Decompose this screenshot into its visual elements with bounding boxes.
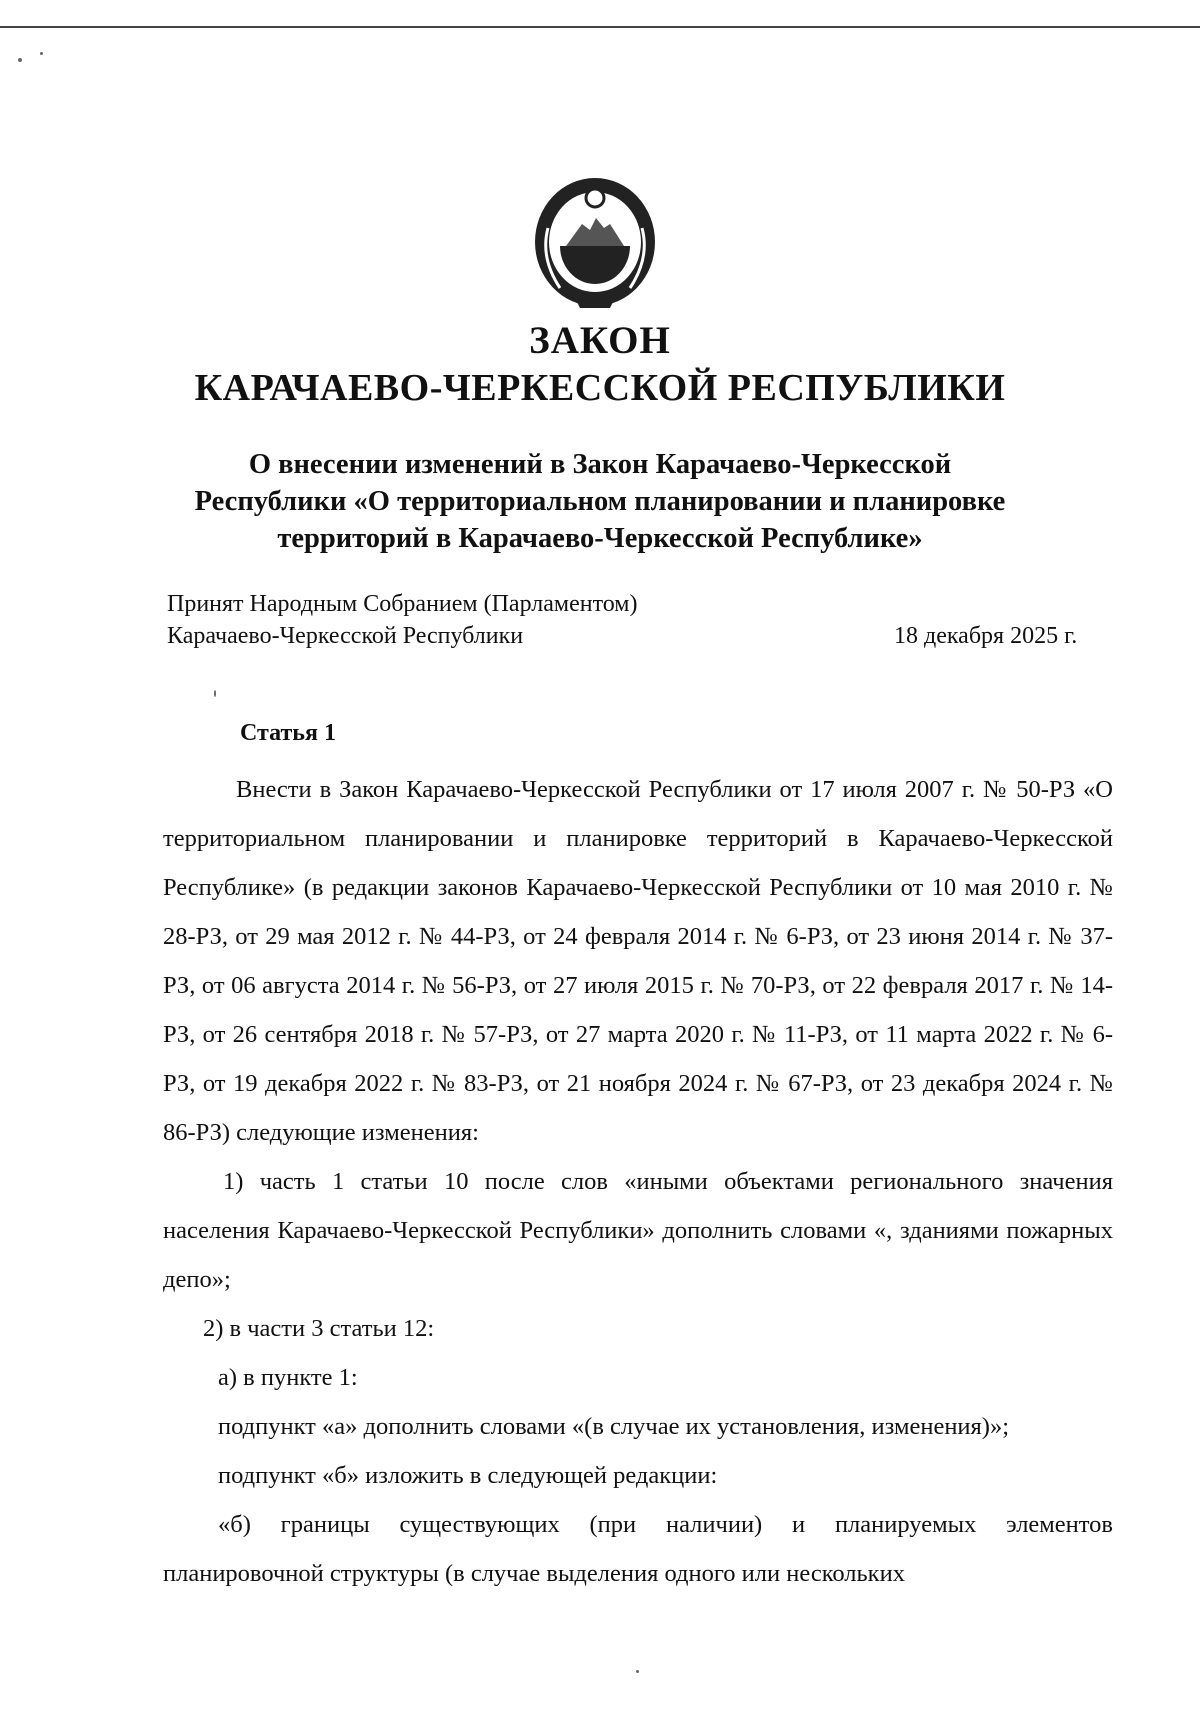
subpoint-b-text: «б) границы существующих (при наличии) и планируемых элементов планировочной структуры (в случае выделения одного или нескольких [163, 1511, 1113, 1587]
scan-top-rule [0, 26, 1200, 28]
article-heading: Статья 1 [240, 720, 336, 746]
subpoint-b: подпункт «б» изложить в следующей редакции: [218, 1462, 718, 1489]
law-title: ЗАКОН [529, 319, 671, 362]
scan-speck [40, 52, 43, 55]
subtitle-line: Республики «О территориальном планировании и планировке [194, 486, 1006, 517]
amendment-item-2: 2) в части 3 статьи 12: [203, 1315, 435, 1342]
subpoint-a: подпункт «а» дополнить словами «(в случае их установления, изменения)»; [218, 1413, 1010, 1440]
adoption-date: 18 декабря 2025 г. [894, 623, 1078, 649]
scan-speck [18, 58, 22, 62]
adoption-statement [167, 588, 637, 652]
scan-speck [214, 690, 216, 697]
subtitle-line: территорий в Карачаево-Черкесской Республике» [277, 523, 923, 554]
law-subtitle [100, 446, 1100, 557]
article-intro: Внести в Закон Карачаево-Черкесской Республики от 17 июля 2007 г. № 50-РЗ «О территориальном планировании и планировке территорий в Карачаево-Черкесской Республике» (в редакции законов Карачаево-Черкесской Республики от 10 мая 2010 г. № 28-РЗ, от 29 мая 2012 г. № 44-РЗ, от 24 февраля 2014 г. № 6-РЗ, от 23 июня 2014 г. № 37-РЗ, от 06 августа 2014 г. № 56-РЗ, от 27 июля 2015 г. № 70-РЗ, от 22 февраля 2017 г. № 14-РЗ, от 26 сентября 2018 г. № 57-РЗ, от 27 марта 2020 г. № 11-РЗ, от 11 марта 2022 г. № 6-РЗ, от 19 декабря 2022 г. № 83-РЗ, от 21 ноября 2024 г. № 67-РЗ, от 23 декабря 2024 г. № 86-РЗ) следующие изменения: [163, 776, 1113, 1146]
coat-of-arms-emblem [530, 168, 660, 314]
scan-speck [636, 1670, 639, 1673]
amendment-item-2a: а) в пункте 1: [218, 1364, 358, 1391]
article-body [163, 765, 1113, 1598]
amendment-item-1: 1) часть 1 статьи 10 после слов «иными объектами регионального значения населения Карачаево-Черкесской Республики» дополнить словами «, зданиями пожарных депо»; [163, 1168, 1113, 1293]
republic-title: КАРАЧАЕВО-ЧЕРКЕССКОЙ РЕСПУБЛИКИ [194, 367, 1006, 409]
adoption-line: Карачаево-Черкесской Республики [167, 623, 524, 649]
subtitle-line: О внесении изменений в Закон Карачаево-Черкесской [248, 449, 952, 480]
adoption-line: Принят Народным Собранием (Парламентом) [167, 591, 638, 617]
